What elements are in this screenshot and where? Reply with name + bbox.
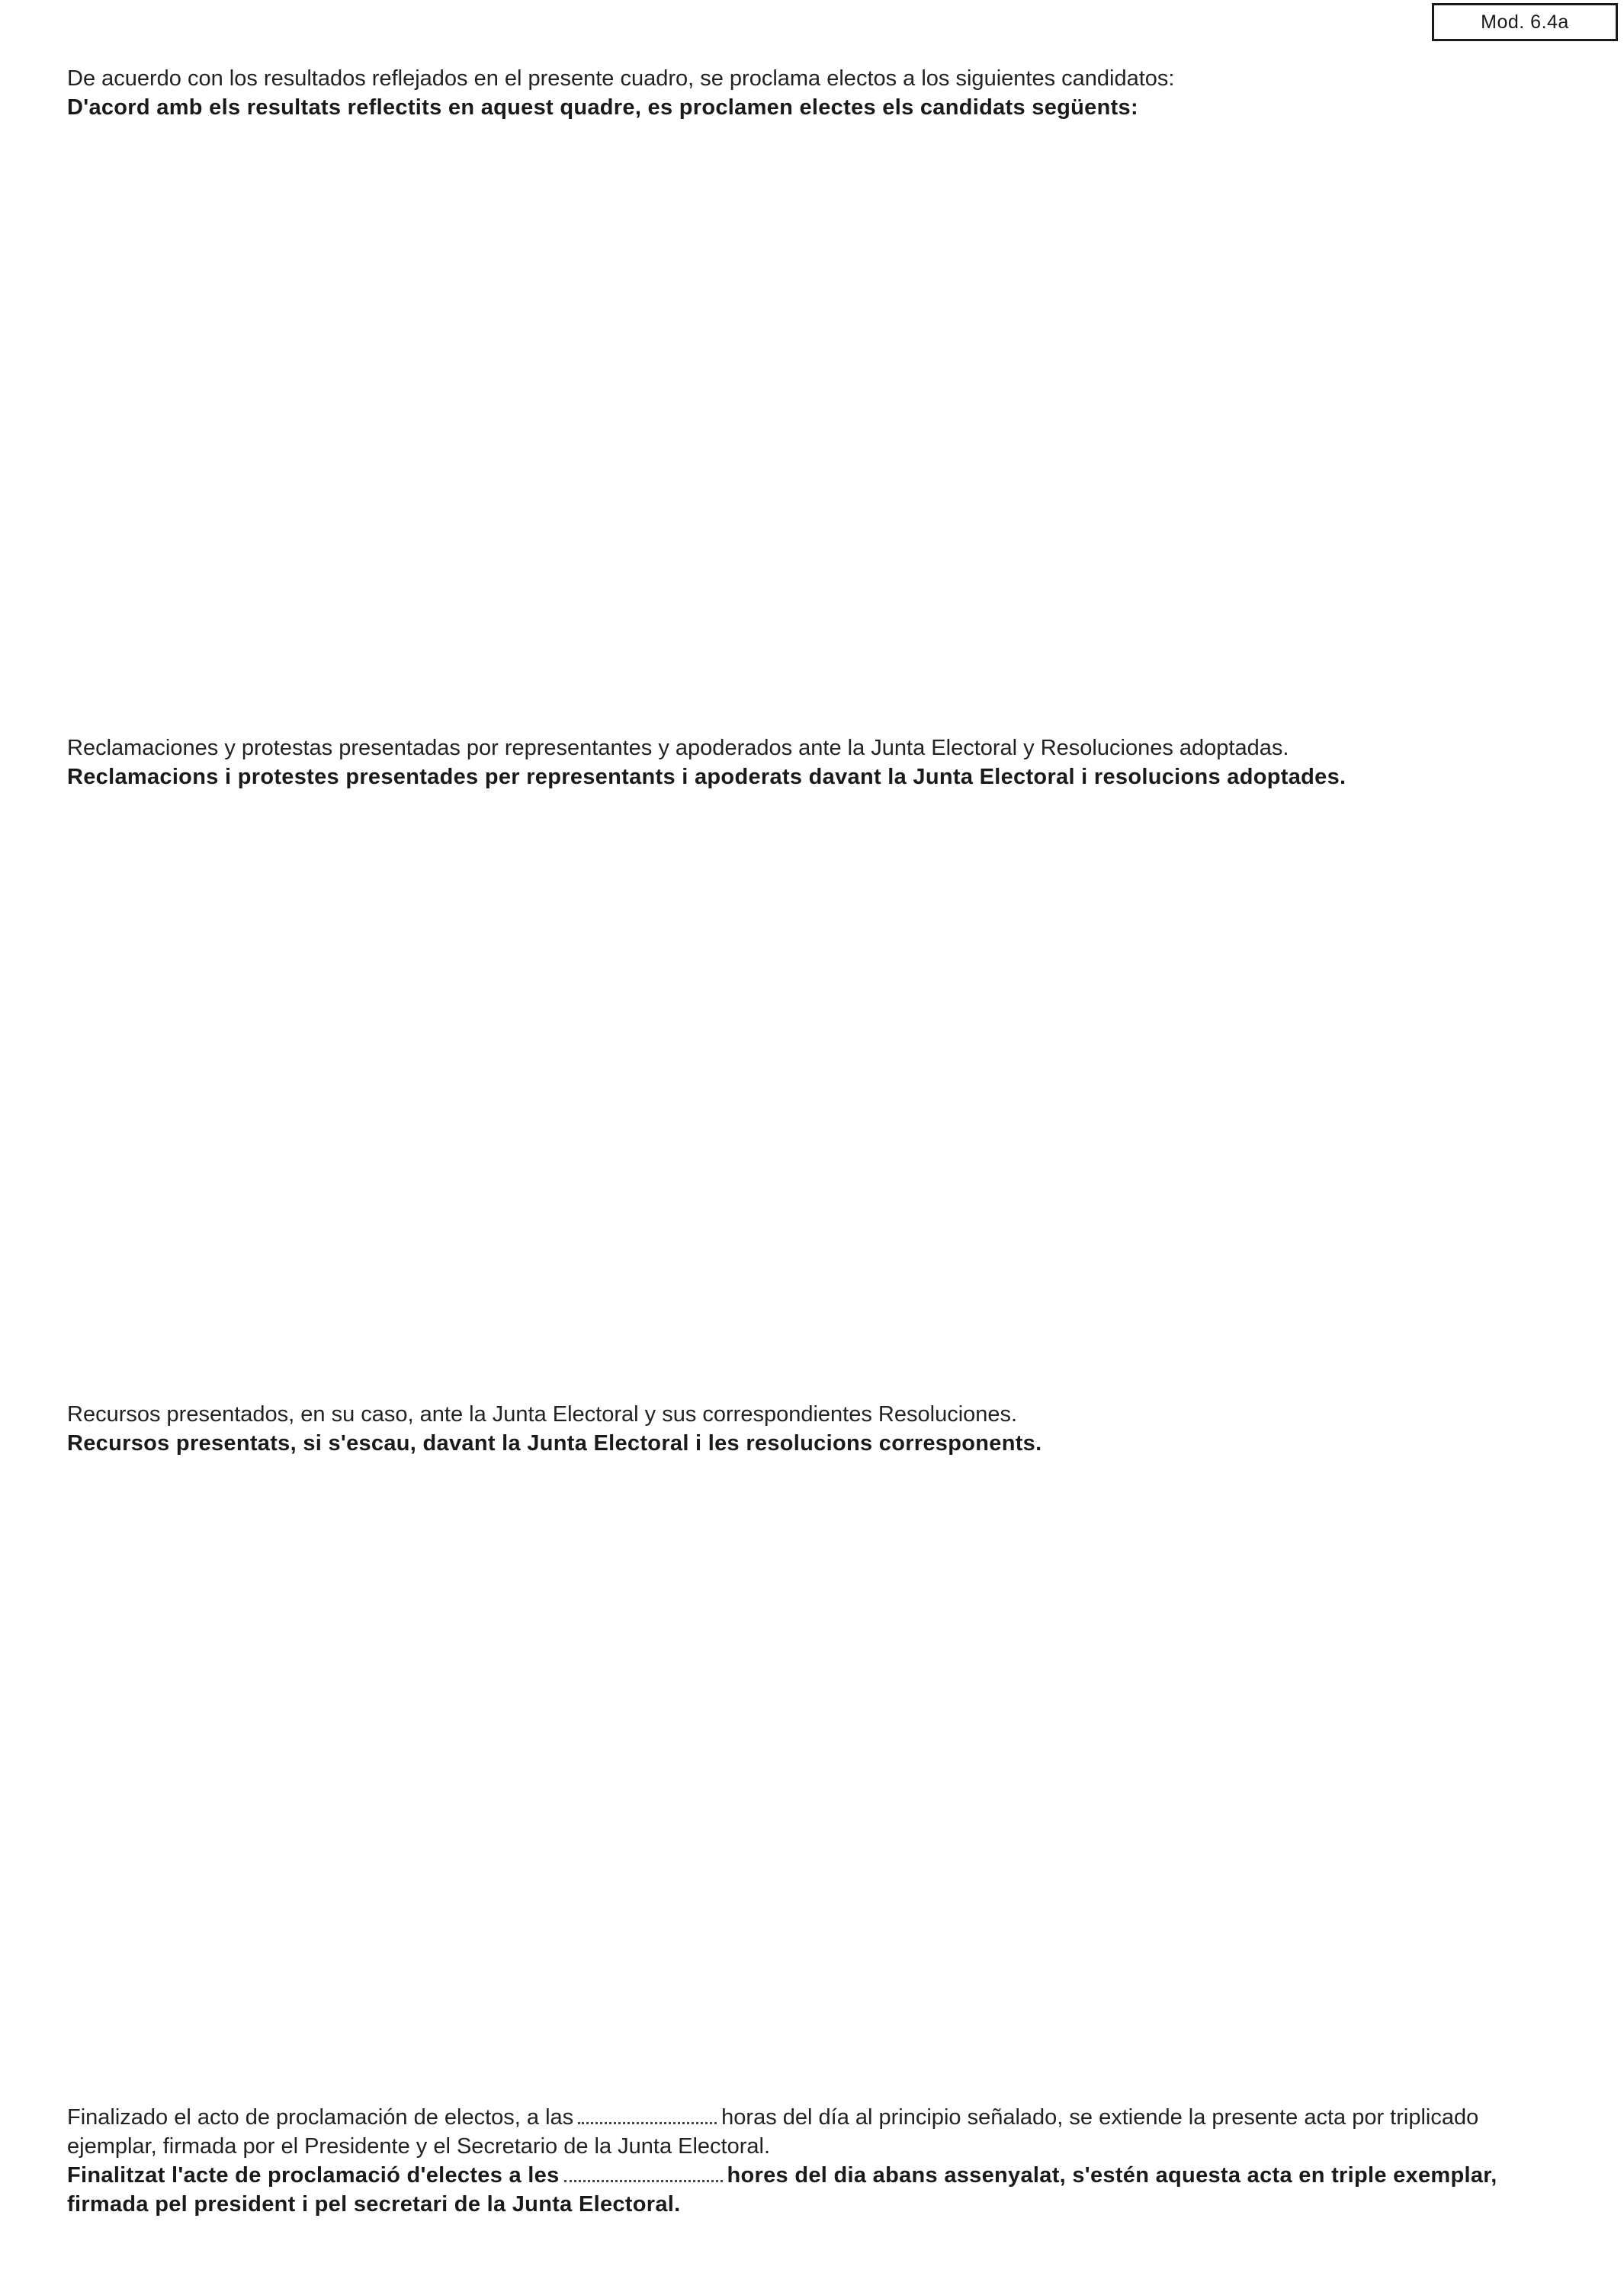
- claims-text-ca: Reclamacions i protestes presentades per representants i apoderats davant la Junta Electoral i resolucions adoptades.: [67, 765, 1346, 789]
- proclamation-text-ca: D'acord amb els resultats reflectits en aquest quadre, es proclamen electes els candidats següents:: [67, 95, 1138, 120]
- closing-line1-es: [67, 2103, 1624, 2132]
- hour-blank-ca[interactable]: [564, 2165, 723, 2182]
- proclamation-text-es: De acuerdo con los resultados reflejados en el presente cuadro, se proclama electos a los siguientes candidatos:: [67, 66, 1175, 91]
- closing-section: [67, 2103, 1624, 2219]
- closing-line2-ca: firmada pel president i pel secretari de la Junta Electoral.: [67, 2192, 681, 2217]
- appeals-text-es: Recursos presentados, en su caso, ante la Junta Electoral y sus correspondientes Resoluciones.: [67, 1402, 1018, 1427]
- closing-es-part2: horas del día al principio señalado, se extiende la presente acta por triplicado: [721, 2105, 1479, 2130]
- proclamation-section: [67, 64, 1624, 122]
- appeals-section: [67, 1400, 1624, 1458]
- closing-ca-part1: Finalitzat l'acte de proclamació d'electes a les: [67, 2163, 560, 2188]
- closing-es-part1: Finalizado el acto de proclamación de electos, a las: [67, 2105, 574, 2130]
- closing-line2-es: ejemplar, firmada por el Presidente y el Secretario de la Junta Electoral.: [67, 2134, 771, 2159]
- claims-section: [67, 734, 1624, 791]
- closing-ca-part2: hores del dia abans assenyalat, s'estén aquesta acta en triple exemplar,: [727, 2163, 1497, 2188]
- appeals-text-ca: Recursos presentats, si s'escau, davant la Junta Electoral i les resolucions corresponents.: [67, 1431, 1042, 1456]
- hour-blank-es[interactable]: [578, 2107, 717, 2124]
- closing-line1-ca: [67, 2161, 1624, 2190]
- model-code-box: [1432, 3, 1618, 41]
- claims-text-es: Reclamaciones y protestas presentadas por representantes y apoderados ante la Junta Electoral y Resoluciones adoptadas.: [67, 736, 1289, 760]
- model-code: Mod. 6.4a: [1481, 11, 1569, 33]
